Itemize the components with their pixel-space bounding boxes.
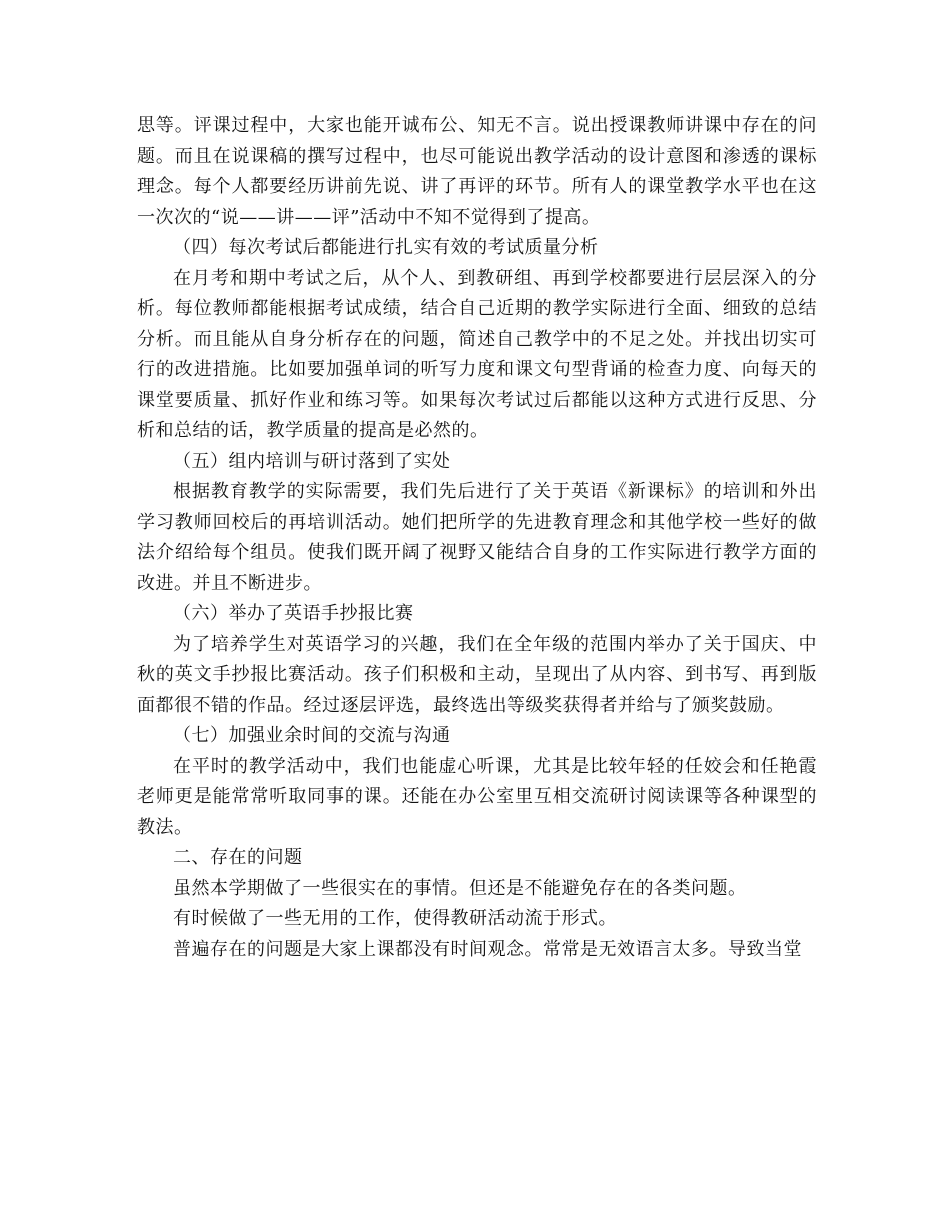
heading-exam-analysis: （四）每次考试后都能进行扎实有效的考试质量分析 [173,237,599,258]
paragraph-problems-formality: 有时候做了一些无用的工作，使得教研活动流于形式。 [173,908,617,929]
paragraph-handwritten-newspaper: 为了培养学生对英语学习的兴趣，我们在全年级的范围内举办了关于国庆、中秋的英文手抄报比赛活动。孩子们积极和主动，呈现出了从内容、到书写、再到版面都很不错的作品。经过逐层评选，最终选出等级奖获得者并给与了颁奖鼓励。 [137,633,817,716]
heading-handwritten-newspaper: （六）举办了英语手抄报比赛 [173,603,414,624]
paragraph-problems-time: 普遍存在的问题是大家上课都没有时间观念。常常是无效语言太多。导致当堂 [173,938,802,960]
paragraph-evaluation-continued: 思等。评课过程中，大家也能开诚布公、知无不言。说出授课教师讲课中存在的问题。而且在说课稿的撰写过程中，也尽可能说出教学活动的设计意图和渗透的课标理念。每个人都要经历讲前先说、讲了再评的环节。所有人的课堂教学水平也在这一次次的“说——讲——评”活动中不知不觉得到了提高。 [137,115,817,228]
document-body [137,111,817,965]
heading-existing-problems: 二、存在的问题 [173,847,303,868]
paragraph-problems-intro: 虽然本学期做了一些很实在的事情。但还是不能避免存在的各类问题。 [173,877,747,899]
paragraph-exam-analysis: 在月考和期中考试之后，从个人、到教研组、再到学校都要进行层层深入的分析。每位教师都能根据考试成绩，结合自己近期的教学实际进行全面、细致的总结分析。而且能从自身分析存在的问题，简述自己教学中的不足之处。并找出切实可行的改进措施。比如要加强单词的听写力度和课文句型背诵的检查力度、向每天的课堂要质量、抓好作业和练习等。如果每次考试过后都能以这种方式进行反思、分析和总结的话，教学质量的提高是必然的。 [137,267,817,441]
heading-group-training: （五）组内培训与研讨落到了实处 [173,450,451,472]
heading-communication: （七）加强业余时间的交流与沟通 [173,725,451,746]
paragraph-group-training: 根据教育教学的实际需要，我们先后进行了关于英语《新课标》的培训和外出学习教师回校后的再培训活动。她们把所学的先进教育理念和其他学校一些好的做法介绍给每个组员。使我们既开阔了视野又能结合自身的工作实际进行教学方面的改进。并且不断进步。 [137,481,817,594]
paragraph-communication: 在平时的教学活动中，我们也能虚心听课，尤其是比较年轻的任姣会和任艳霞老师更是能常常听取同事的课。还能在办公室里互相交流研讨阅读课等各种课型的教法。 [137,755,817,838]
